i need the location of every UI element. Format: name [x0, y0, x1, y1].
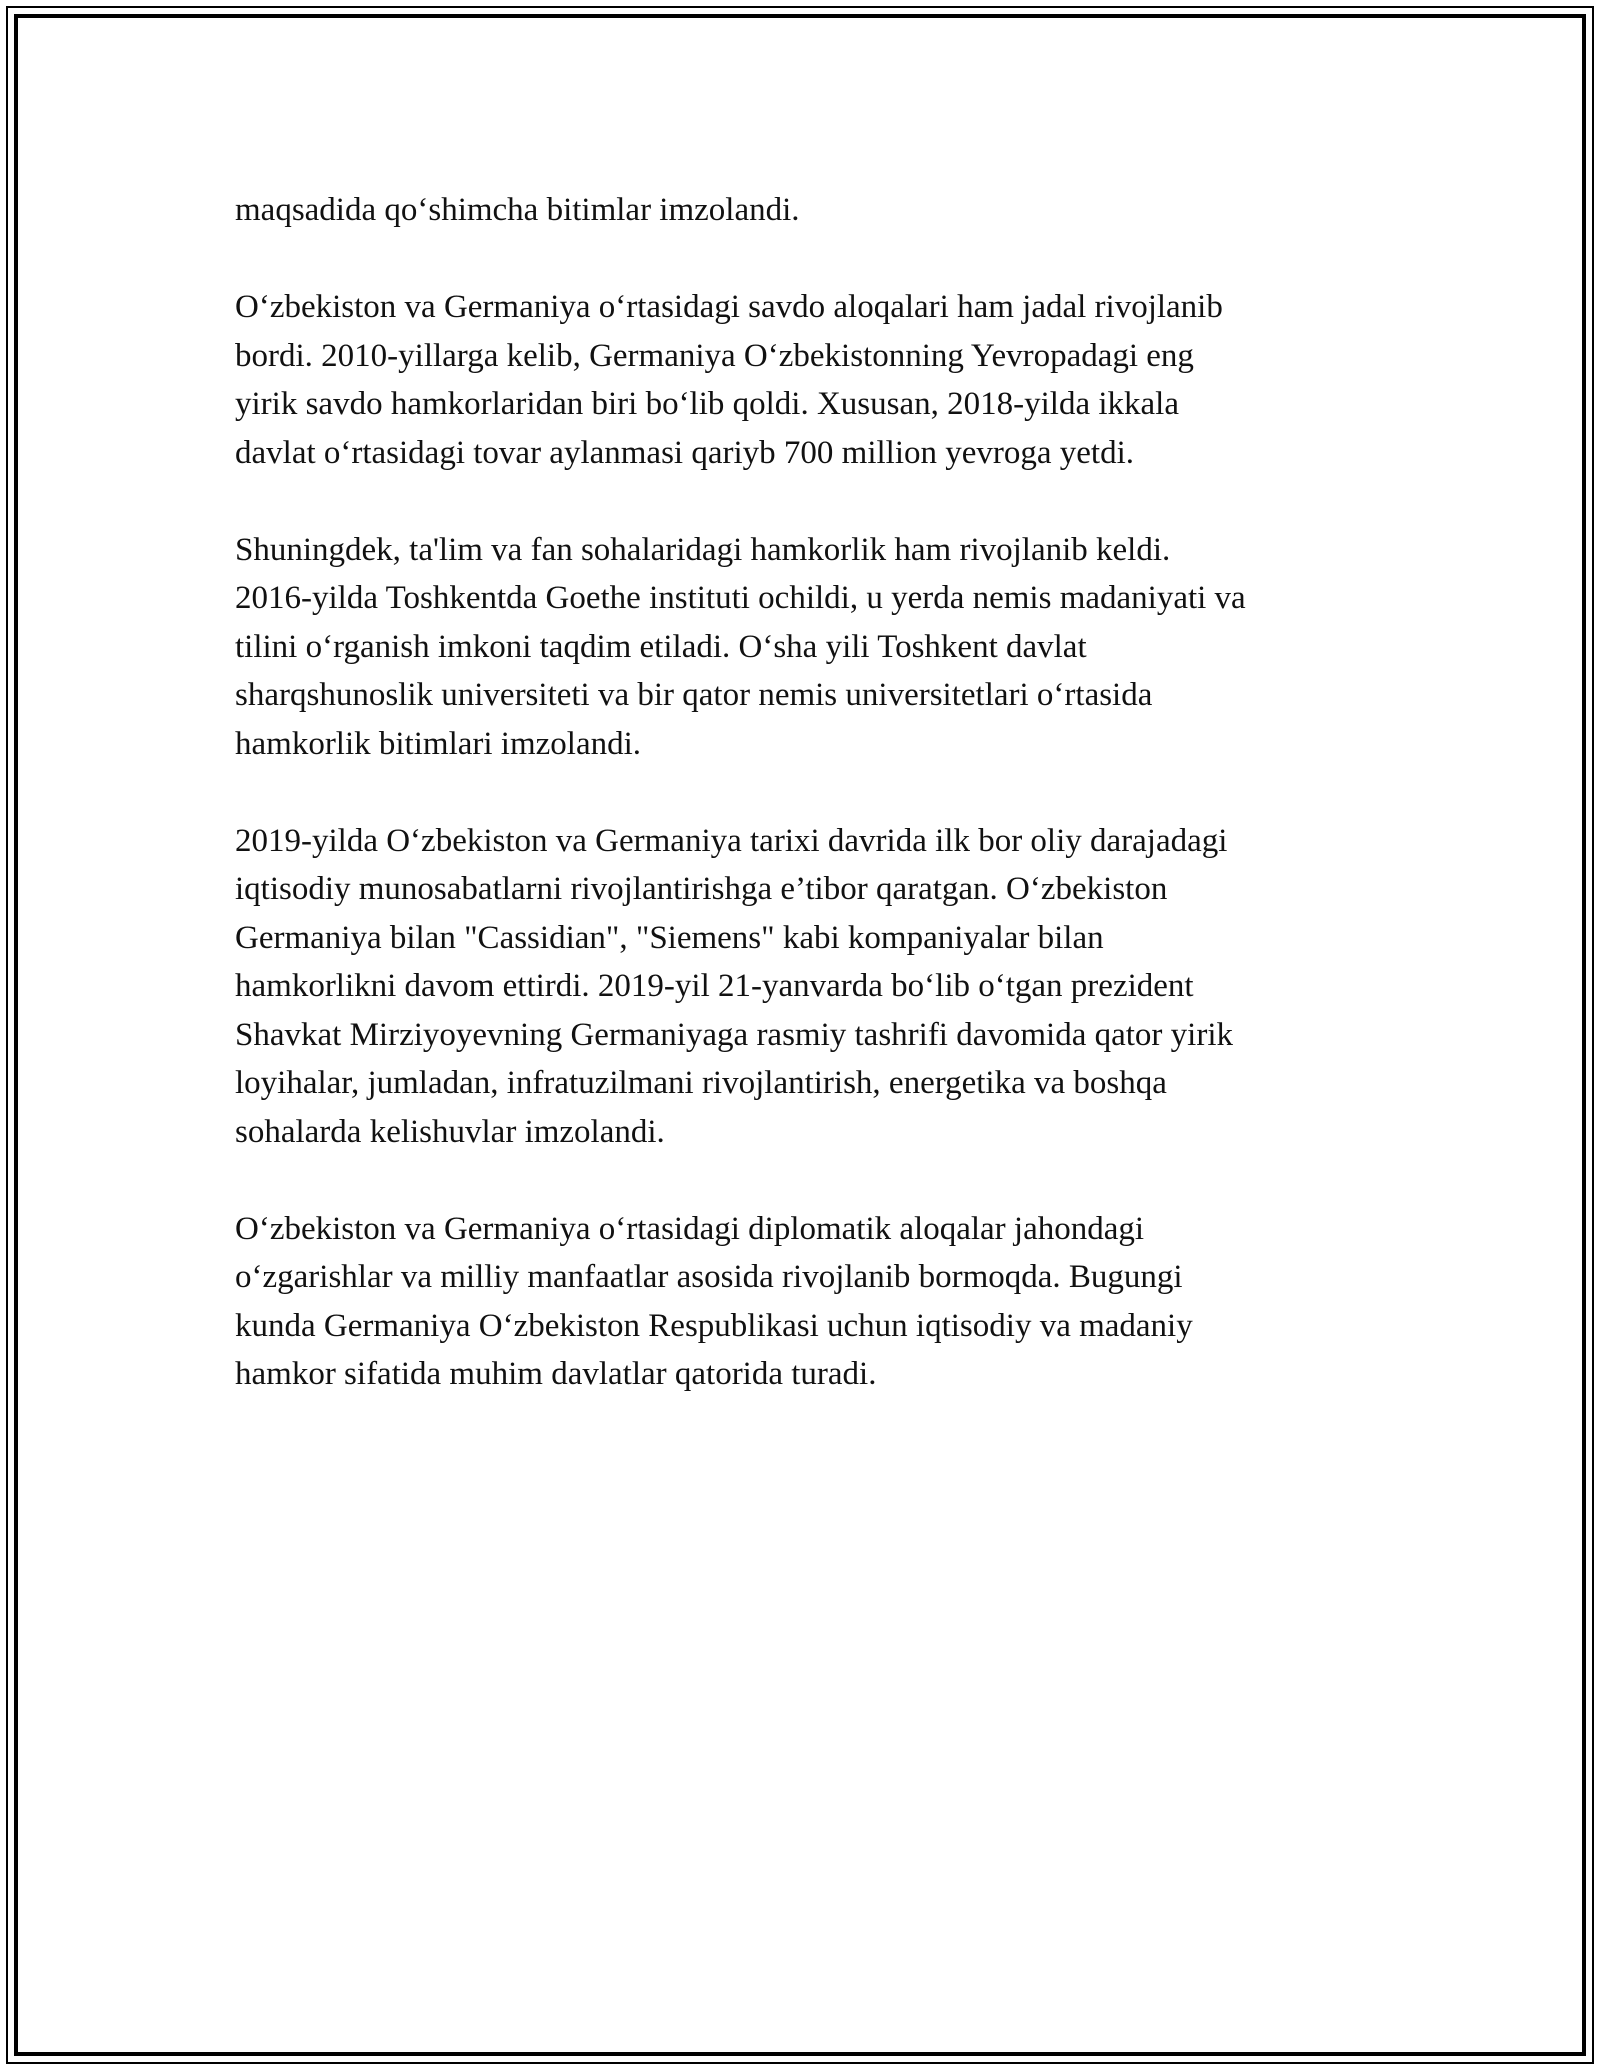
text-line: bordi. 2010-yillarga kelib, Germaniya O‘zbekistonning Yevropadagi eng [235, 337, 1194, 374]
text-line: Shuningdek, ta'lim va fan sohalaridagi hamkorlik ham rivojlanib keldi. [235, 531, 1171, 568]
text-line: kunda Germaniya O‘zbekiston Respublikasi uchun iqtisodiy va madaniy [235, 1307, 1193, 1344]
paragraph [235, 1205, 1375, 1399]
text-line: tilini o‘rganish imkoni taqdim etiladi. O‘sha yili Toshkent davlat [235, 628, 1087, 665]
paragraph [235, 186, 1375, 235]
text-line: Shavkat Mirziyoyevning Germaniyaga rasmiy tashrifi davomida qator yirik [235, 1016, 1233, 1053]
paragraph [235, 817, 1375, 1157]
text-line: yirik savdo hamkorlaridan biri bo‘lib qoldi. Xususan, 2018-yilda ikkala [235, 386, 1179, 422]
text-line: Germaniya bilan "Cassidian", "Siemens" kabi kompaniyalar bilan [235, 919, 1104, 956]
text-line: loyihalar, jumladan, infratuzilmani rivojlantirish, energetika va boshqa [235, 1065, 1167, 1101]
text-line: O‘zbekiston va Germaniya o‘rtasidagi savdo aloqalari ham jadal rivojlanib [235, 289, 1223, 325]
text-line: hamkorlikni davom ettirdi. 2019-yil 21-yanvarda bo‘lib o‘tgan prezident [235, 968, 1194, 1004]
text-line: davlat o‘rtasidagi tovar aylanmasi qariyb 700 million yevroga yetdi. [235, 434, 1135, 471]
paragraph [235, 283, 1375, 477]
text-line: 2019-yilda O‘zbekiston va Germaniya tarixi davrida ilk bor oliy darajadagi [235, 822, 1228, 859]
text-line: sharqshunoslik universiteti va bir qator nemis universitetlari o‘rtasida [235, 677, 1153, 713]
document-body [235, 186, 1375, 1447]
text-line: iqtisodiy munosabatlarni rivojlantirishga e’tibor qaratgan. O‘zbekiston [235, 871, 1168, 907]
text-line: O‘zbekiston va Germaniya o‘rtasidagi diplomatik aloqalar jahondagi [235, 1210, 1145, 1247]
text-line: o‘zgarishlar va milliy manfaatlar asosida rivojlanib bormoqda. Bugungi [235, 1259, 1183, 1295]
paragraph [235, 526, 1375, 769]
text-line: sohalarda kelishuvlar imzolandi. [235, 1113, 665, 1150]
text-line: hamkorlik bitimlari imzolandi. [235, 725, 642, 762]
text-line: maqsadida qo‘shimcha bitimlar imzolandi. [235, 192, 800, 228]
text-line: 2016-yilda Toshkentda Goethe instituti ochildi, u yerda nemis madaniyati va [235, 580, 1246, 616]
text-line: hamkor sifatida muhim davlatlar qatorida turadi. [235, 1356, 877, 1392]
